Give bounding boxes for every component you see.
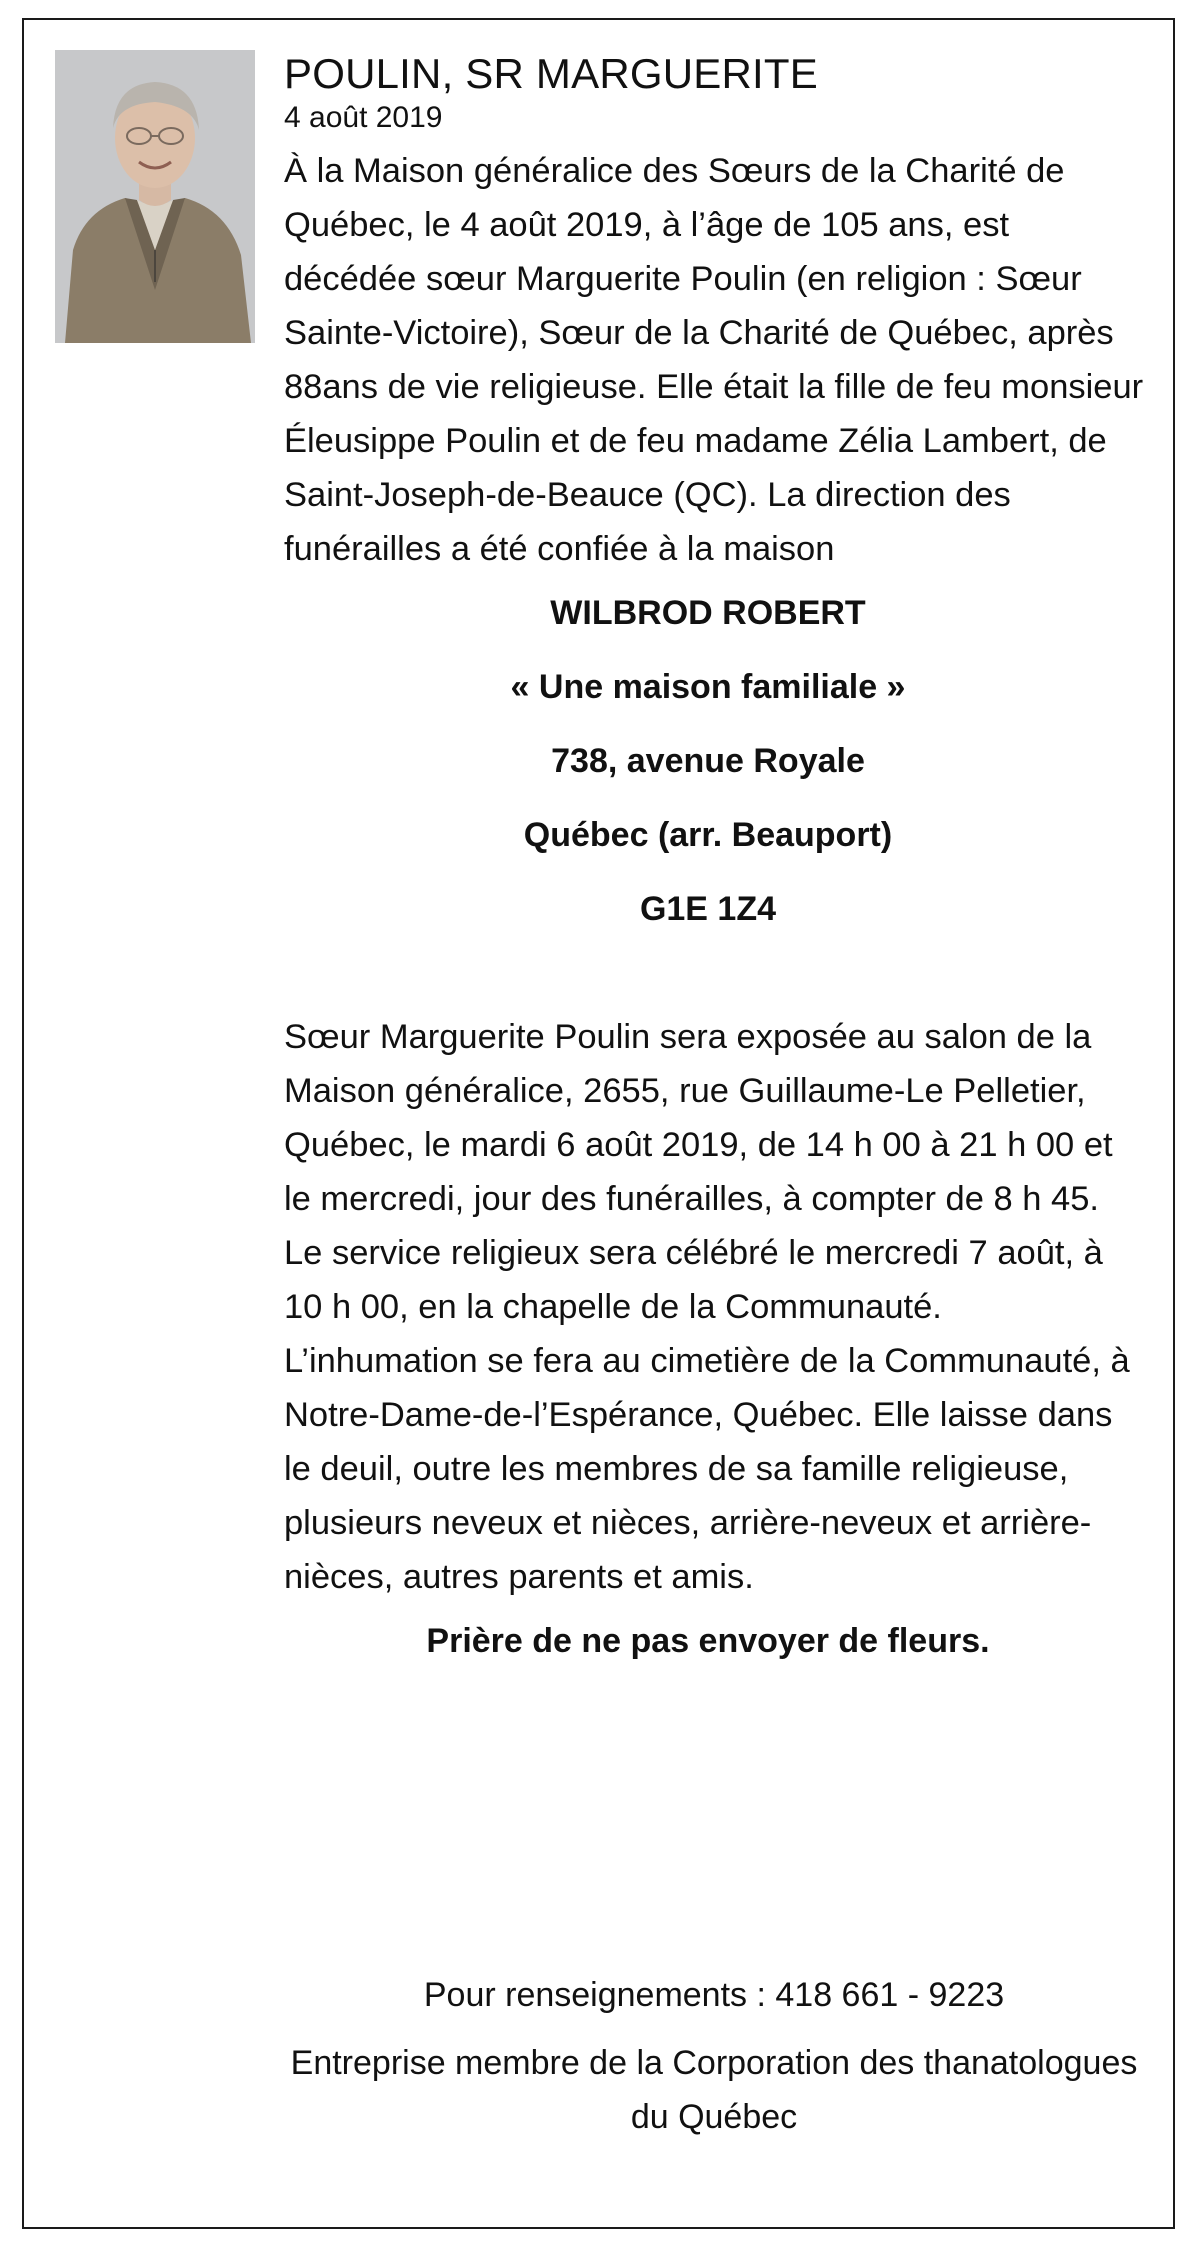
service-details-paragraph: Sœur Marguerite Poulin sera exposée au salon de la Maison généralice, 2655, rue Guillaume-Le Pelletier, Québec, le mardi 6 août 2019, de 14 h 00 à 21 h 00 et le mercredi, jour des funérailles, à compter de 8 h 45. Le service religieux sera célébré le mercredi 7 août, à 10 h 00, en la chapelle de la Communauté. L’inhumation se fera au cimetière de la Communauté, à Notre-Dame-de-l’Espérance, Québec. Elle laisse dans le deuil, outre les membres de sa famille religieuse, plusieurs neveux et nièces, arrière-neveux et arrière-nièces, autres parents et amis. [284,1018,1130,1596]
portrait-photo [55,50,255,343]
funeral-home-slogan: « Une maison familiale » [510,668,906,706]
funeral-home-city: Québec (arr. Beauport) [523,816,893,854]
portrait-image [55,50,255,343]
funeral-home-block [284,576,1144,946]
announcement-paragraph: À la Maison généralice des Sœurs de la Charité de Québec, le 4 août 2019, à l’âge de 105 ans, est décédée sœur Marguerite Poulin (en religion : Sœur Sainte-Victoire), Sœur de la Charité de Québec, après 88ans de vie religieuse. Elle était la fille de feu monsieur Éleusippe Poulin et de feu madame Zélia Lambert, de Saint-Joseph-de-Beauce (QC). La direction des funérailles a été confiée à la maison [284,152,1144,568]
membership-notice: Entreprise membre de la Corporation des thanatologues du Québec [290,2044,1138,2136]
no-flowers-notice: Prière de ne pas envoyer de fleurs. [426,1622,990,1660]
death-date: 4 août 2019 [284,101,443,134]
funeral-home-street: 738, avenue Royale [551,742,865,780]
funeral-home-name: WILBROD ROBERT [550,594,866,632]
contact-phone: Pour renseignements : 418 661 - 9223 [423,1976,1005,2014]
obituary-content [284,48,1144,1668]
contact-block [284,1968,1156,2144]
deceased-name: POULIN, SR MARGUERITE [284,50,818,97]
funeral-home-postal-code: G1E 1Z4 [639,890,777,928]
